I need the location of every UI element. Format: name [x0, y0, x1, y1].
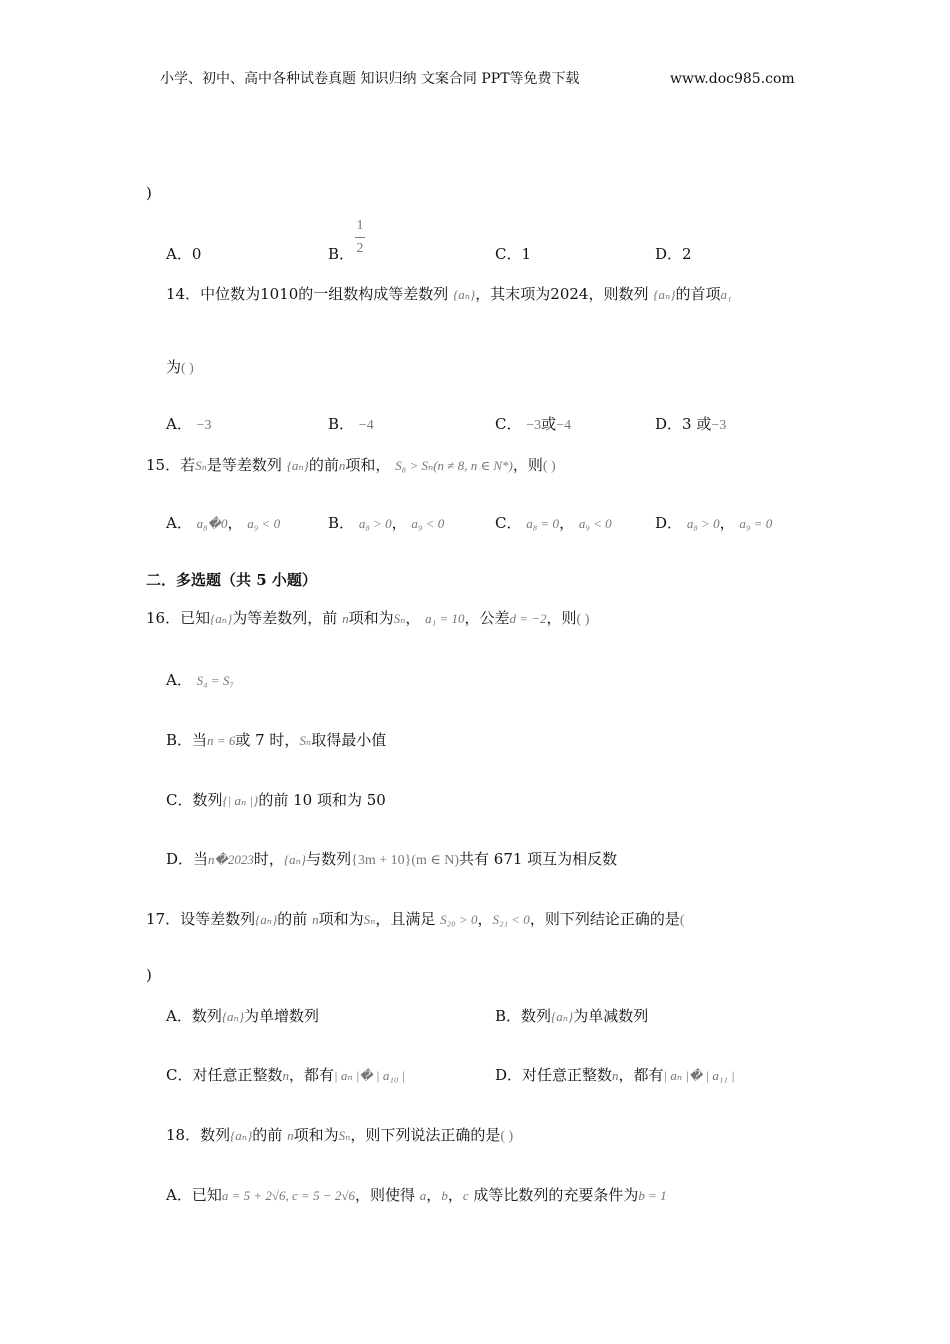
q15-stem: 15．若Sₙ是等差数列 {aₙ}的前n项和， S₈ > Sₙ(n ≠ 8, n ∈ N*)，则( )	[146, 456, 556, 474]
q16-option-b: B．当n = 6或 7 时，Sₙ取得最小值	[166, 731, 387, 749]
header-ad-text: 小学、初中、高中各种试卷真题 知识归纳 文案合同 PPT等免费下载	[160, 71, 580, 87]
q17-option-c: C．对任意正整数n，都有| aₙ |� | a₁₀ |	[166, 1066, 406, 1084]
q14-option-b: B． −4	[328, 415, 374, 433]
q13-option-b-label: B．	[328, 245, 355, 263]
q15-option-b: B． a₈ > 0， a₉ < 0	[328, 514, 445, 532]
q17-option-d: D．对任意正整数n，都有| aₙ |� | a₁₁ |	[495, 1066, 735, 1084]
q17-option-a: A．数列{aₙ}为单增数列	[166, 1007, 320, 1025]
q13-close-paren: )	[146, 184, 152, 202]
header-url: www.doc985.com	[670, 71, 795, 87]
q13-option-b-fraction: 1 2	[356, 218, 364, 256]
q15-option-a: A． a₈�0， a₉ < 0	[166, 514, 281, 532]
q14-option-d: D．3 或−3	[655, 415, 727, 433]
q13-option-d: D．2	[655, 245, 692, 263]
q16-option-d: D．当n�2023时，{aₙ}与数列{3m + 10}(m ∈ N)共有 671 项互为相反数	[166, 850, 618, 868]
q15-option-c: C． a₈ = 0， a₉ < 0	[495, 514, 612, 532]
q14-stem-end: 为( )	[166, 358, 194, 376]
q13-option-a: A．0	[166, 245, 202, 263]
q13-option-c: C．1	[495, 245, 532, 263]
q17-stem: 17．设等差数列{aₙ}的前 n项和为Sₙ，且满足 S₂₀ > 0，S₂₁ < 0，则下列结论正确的是(	[146, 910, 685, 928]
q16-stem: 16．已知{aₙ}为等差数列，前 n项和为Sₙ， a₁ = 10，公差d = −2，则( )	[146, 609, 590, 627]
q16-option-c: C．数列{| aₙ |}的前 10 项和为 50	[166, 791, 386, 809]
q15-option-d: D． a₈ > 0， a₉ = 0	[655, 514, 773, 532]
q14-option-c: C． −3或−4	[495, 415, 572, 433]
q18-option-a: A．已知a = 5 + 2√6, c = 5 − 2√6，则使得 a，b，c 成等比数列的充要条件为b = 1	[166, 1186, 667, 1204]
q16-option-a: A． S₄ = S₇	[166, 671, 234, 689]
q14-stem: 14．中位数为1010的一组数构成等差数列 {aₙ}，其末项为2024，则数列 {aₙ}的首项a₁	[166, 285, 732, 303]
q14-option-a: A． −3	[166, 415, 212, 433]
q17-close-paren: )	[146, 966, 152, 984]
q17-option-b: B．数列{aₙ}为单减数列	[495, 1007, 649, 1025]
q18-stem: 18．数列{aₙ}的前 n项和为Sₙ，则下列说法正确的是( )	[166, 1126, 514, 1144]
section-title-multi-choice: 二．多选题（共 5 小题）	[146, 571, 317, 589]
